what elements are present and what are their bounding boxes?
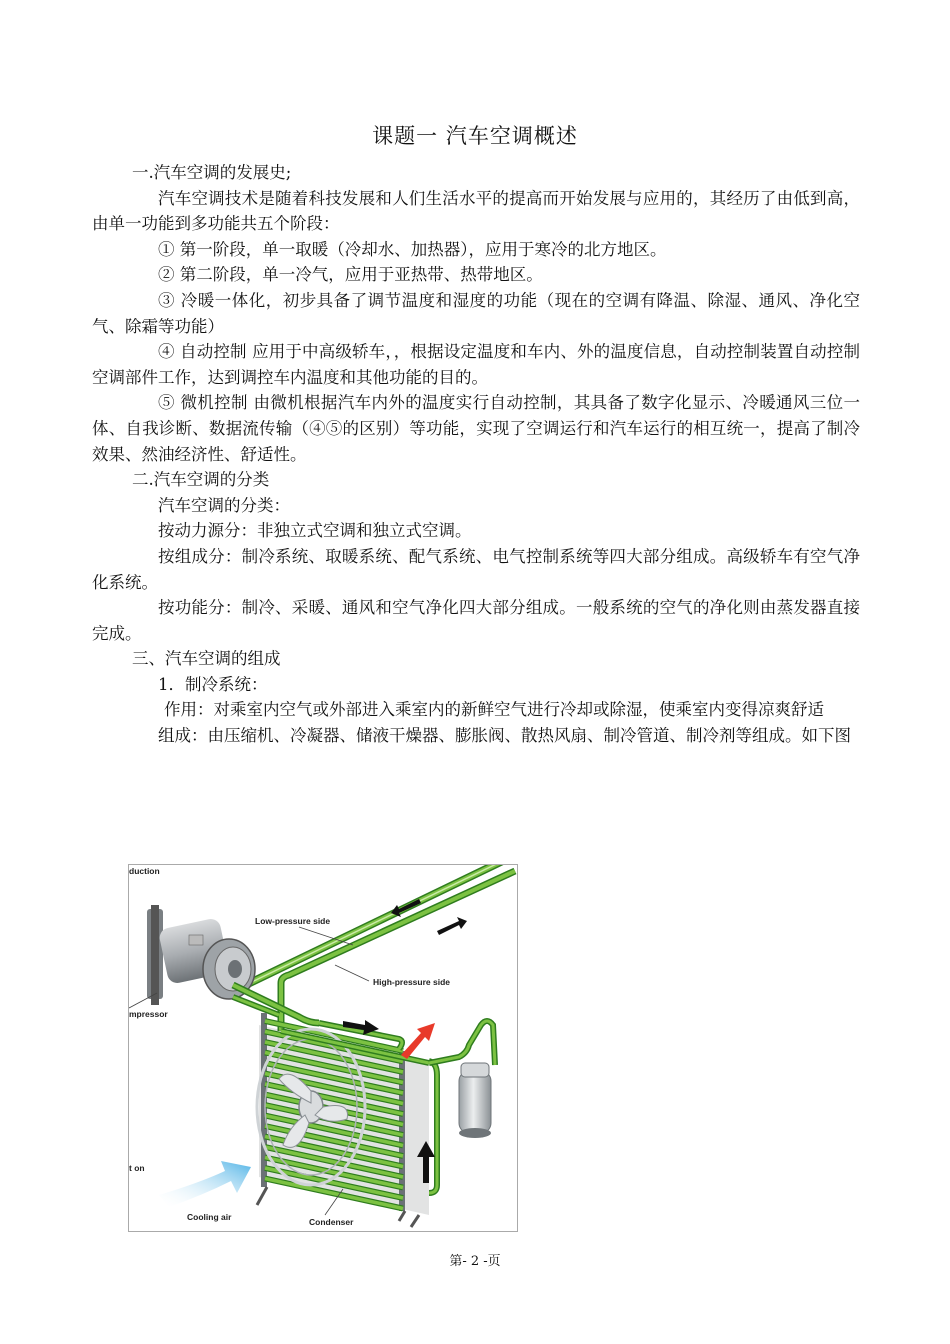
label-condenser: Condenser (309, 1217, 354, 1227)
label-low-pressure: Low-pressure side (255, 916, 331, 926)
label-high-pressure: High-pressure side (373, 977, 450, 987)
page-title: 课题一 汽车空调概述 (372, 124, 578, 148)
refrigeration-diagram (129, 865, 517, 1231)
document-body (92, 160, 860, 749)
label-cooling-air: Cooling air (187, 1212, 232, 1222)
paragraph: ② 第二阶段，单一冷气，应用于亚热带、热带地区。 (158, 265, 543, 285)
cooling-air-arrow (159, 1161, 251, 1207)
paragraph: ⑤ 微机控制 由微机根据汽车内外的温度实行自动控制，其具备了数字化显示、冷暖通风三位一体、自我诊断、数据流传输（④⑤的区别）等功能，实现了空调运行和汽车运行的相互统一，提高了制冷效果、然油经济性、舒适性。 (92, 393, 860, 464)
arrow-hot-flow (401, 1023, 435, 1059)
paragraph: 1．制冷系统： (158, 674, 268, 694)
paragraph: 三、汽车空调的组成 (132, 649, 281, 669)
paragraph: 汽车空调的分类： (158, 495, 290, 515)
paragraph: 汽车空调技术是随着科技发展和人们生活水平的提高而开始发展与应用的，其经历了由低到高，由单一功能到多功能共五个阶段： (92, 188, 860, 234)
arrow-high-side (437, 917, 467, 935)
paragraph: 组成：由压缩机、冷凝器、储液干燥器、膨胀阀、散热风扇、制冷管道、制冷剂等组成。如下图 (158, 726, 851, 746)
label-production: duction (129, 866, 160, 876)
paragraph: 按功能分：制冷、采暖、通风和空气净化四大部分组成。一般系统的空气的净化则由蒸发器直接完成。 (92, 598, 860, 643)
paragraph: ③ 冷暖一体化，初步具备了调节温度和湿度的功能（现在的空调有降温、除湿、通风、净化空气、除霜等功能） (92, 290, 860, 336)
label-t-on: t on (129, 1163, 145, 1173)
paragraph: 按动力源分：非独立式空调和独立式空调。 (158, 521, 472, 541)
paragraph: ④ 自动控制 应用于中高级轿车，，根据设定温度和车内、外的温度信息，自动控制装置自动控制空调部件工作，达到调控车内温度和其他功能的目的。 (92, 342, 860, 387)
paragraph: 作用：对乘室内空气或外部进入乘室内的新鲜空气进行冷却或除湿，使乘室内变得凉爽舒适 (164, 700, 824, 720)
paragraph: 一.汽车空调的发展史; (132, 163, 292, 182)
label-compressor: mpressor (129, 1009, 168, 1019)
page-number: 第- 2 -页 (449, 1254, 501, 1269)
paragraph: ① 第一阶段，单一取暖（冷却水、加热器），应用于寒冷的北方地区。 (158, 239, 667, 259)
paragraph: 二.汽车空调的分类 (132, 470, 270, 490)
paragraph: 按组成分：制冷系统、取暖系统、配气系统、电气控制系统等四大部分组成。高级轿车有空气净化系统。 (92, 546, 860, 592)
refrigeration-system-figure (128, 864, 518, 1232)
